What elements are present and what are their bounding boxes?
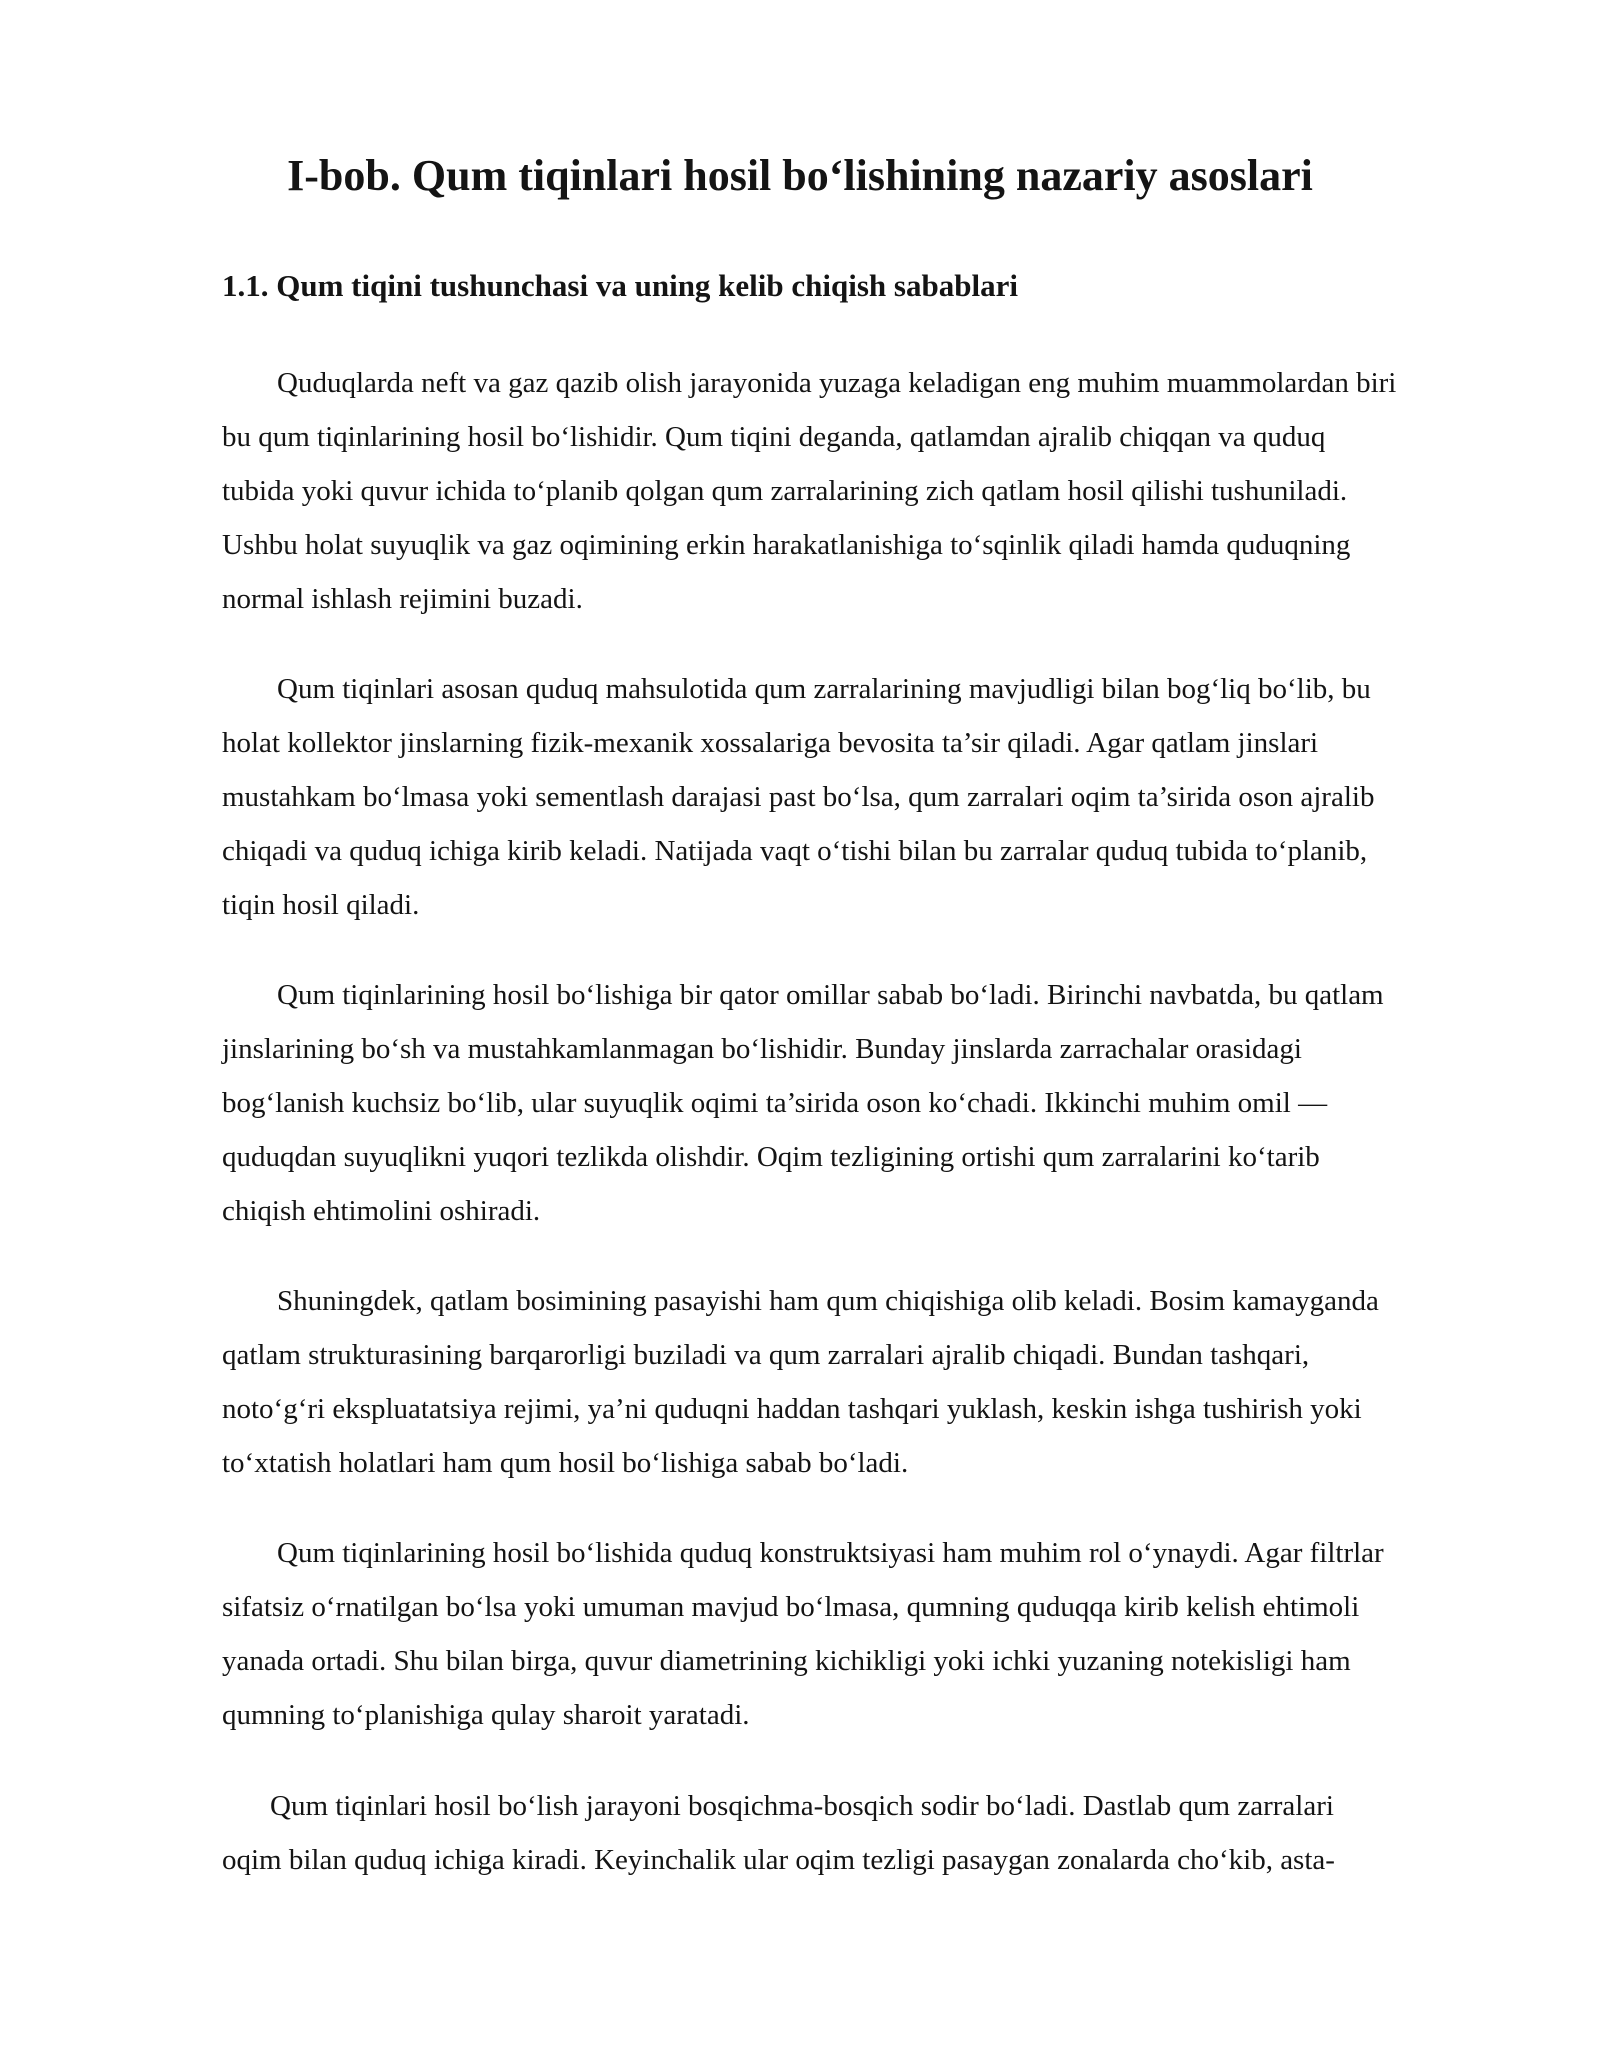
paragraph-line: qatlam strukturasining barqarorligi buziladi va qum zarralari ajralib chiqadi. Bundan tashqari, <box>222 1339 1310 1371</box>
paragraph-line: oqim bilan quduq ichiga kiradi. Keyinchalik ular oqim tezligi pasaygan zonalarda cho‘kib, asta- <box>222 1844 1335 1876</box>
paragraph-line: bog‘lanish kuchsiz bo‘lib, ular suyuqlik oqimi ta’sirida oson ko‘chadi. Ikkinchi muhim omil — <box>222 1087 1328 1119</box>
paragraph-line: bu qum tiqinlarining hosil bo‘lishidir. Qum tiqini deganda, qatlamdan ajralib chiqqan va quduq <box>222 421 1326 453</box>
paragraph-line: Qum tiqinlari asosan quduq mahsulotida qum zarralarining mavjudligi bilan bog‘liq bo‘lib, bu <box>277 673 1371 705</box>
paragraph-line: holat kollektor jinslarning fizik-mexanik xossalariga bevosita ta’sir qiladi. Agar qatlam jinslari <box>222 727 1319 759</box>
paragraph-line: to‘xtatish holatlari ham qum hosil bo‘lishiga sabab bo‘ladi. <box>222 1447 909 1479</box>
section-heading: 1.1. Qum tiqini tushunchasi va uning kelib chiqish sabablari <box>222 268 1018 303</box>
chapter-title: I-bob. Qum tiqinlari hosil bo‘lishining nazariy asoslari <box>287 151 1313 200</box>
paragraph-2 <box>222 662 1522 932</box>
paragraph-3 <box>222 968 1522 1238</box>
paragraph-line: tiqin hosil qiladi. <box>222 889 420 921</box>
paragraph-line: chiqish ehtimolini oshiradi. <box>222 1195 541 1227</box>
paragraph-line: Qum tiqinlari hosil bo‘lish jarayoni bosqichma-bosqich sodir bo‘ladi. Dastlab qum zarralari <box>270 1790 1334 1822</box>
paragraph-line: tubida yoki quvur ichida to‘planib qolgan qum zarralarining zich qatlam hosil qilishi tushuniladi. <box>222 475 1348 507</box>
paragraph-line: chiqadi va quduq ichiga kirib keladi. Natijada vaqt o‘tishi bilan bu zarralar quduq tubida to‘planib, <box>222 835 1368 867</box>
paragraph-line: quduqdan suyuqlikni yuqori tezlikda olishdir. Oqim tezligining ortishi qum zarralarini ko‘tarib <box>222 1141 1320 1173</box>
paragraph-line: jinslarining bo‘sh va mustahkamlanmagan bo‘lishidir. Bunday jinslarda zarrachalar orasidagi <box>222 1033 1302 1065</box>
paragraph-line: yanada ortadi. Shu bilan birga, quvur diametrining kichikligi yoki ichki yuzaning notekisligi ham <box>222 1645 1351 1677</box>
paragraph-5 <box>222 1526 1522 1742</box>
paragraph-line: mustahkam bo‘lmasa yoki sementlash darajasi past bo‘lsa, qum zarralari oqim ta’sirida oson ajralib <box>222 781 1375 813</box>
paragraph-line: Shuningdek, qatlam bosimining pasayishi ham qum chiqishiga olib keladi. Bosim kamayganda <box>277 1285 1379 1317</box>
paragraph-1 <box>222 356 1522 626</box>
paragraph-line: noto‘g‘ri ekspluatatsiya rejimi, ya’ni quduqni haddan tashqari yuklash, keskin ishga tushirish yoki <box>222 1393 1362 1425</box>
paragraph-6 <box>222 1779 1522 1887</box>
paragraph-4 <box>222 1274 1522 1490</box>
paragraph-line: qumning to‘planishiga qulay sharoit yaratadi. <box>222 1699 750 1731</box>
paragraph-line: sifatsiz o‘rnatilgan bo‘lsa yoki umuman mavjud bo‘lmasa, qumning quduqqa kirib kelish ehtimoli <box>222 1591 1360 1623</box>
paragraph-line: Quduqlarda neft va gaz qazib olish jarayonida yuzaga keladigan eng muhim muammolardan biri <box>277 367 1397 399</box>
paragraph-line: Qum tiqinlarining hosil bo‘lishida quduq konstruktsiyasi ham muhim rol o‘ynaydi. Agar filtrlar <box>277 1537 1384 1569</box>
paragraph-line: Ushbu holat suyuqlik va gaz oqimining erkin harakatlanishiga to‘sqinlik qiladi hamda quduqning <box>222 529 1351 561</box>
paragraph-line: normal ishlash rejimini buzadi. <box>222 583 583 615</box>
paragraph-line: Qum tiqinlarining hosil bo‘lishiga bir qator omillar sabab bo‘ladi. Birinchi navbatda, bu qatlam <box>277 979 1384 1011</box>
